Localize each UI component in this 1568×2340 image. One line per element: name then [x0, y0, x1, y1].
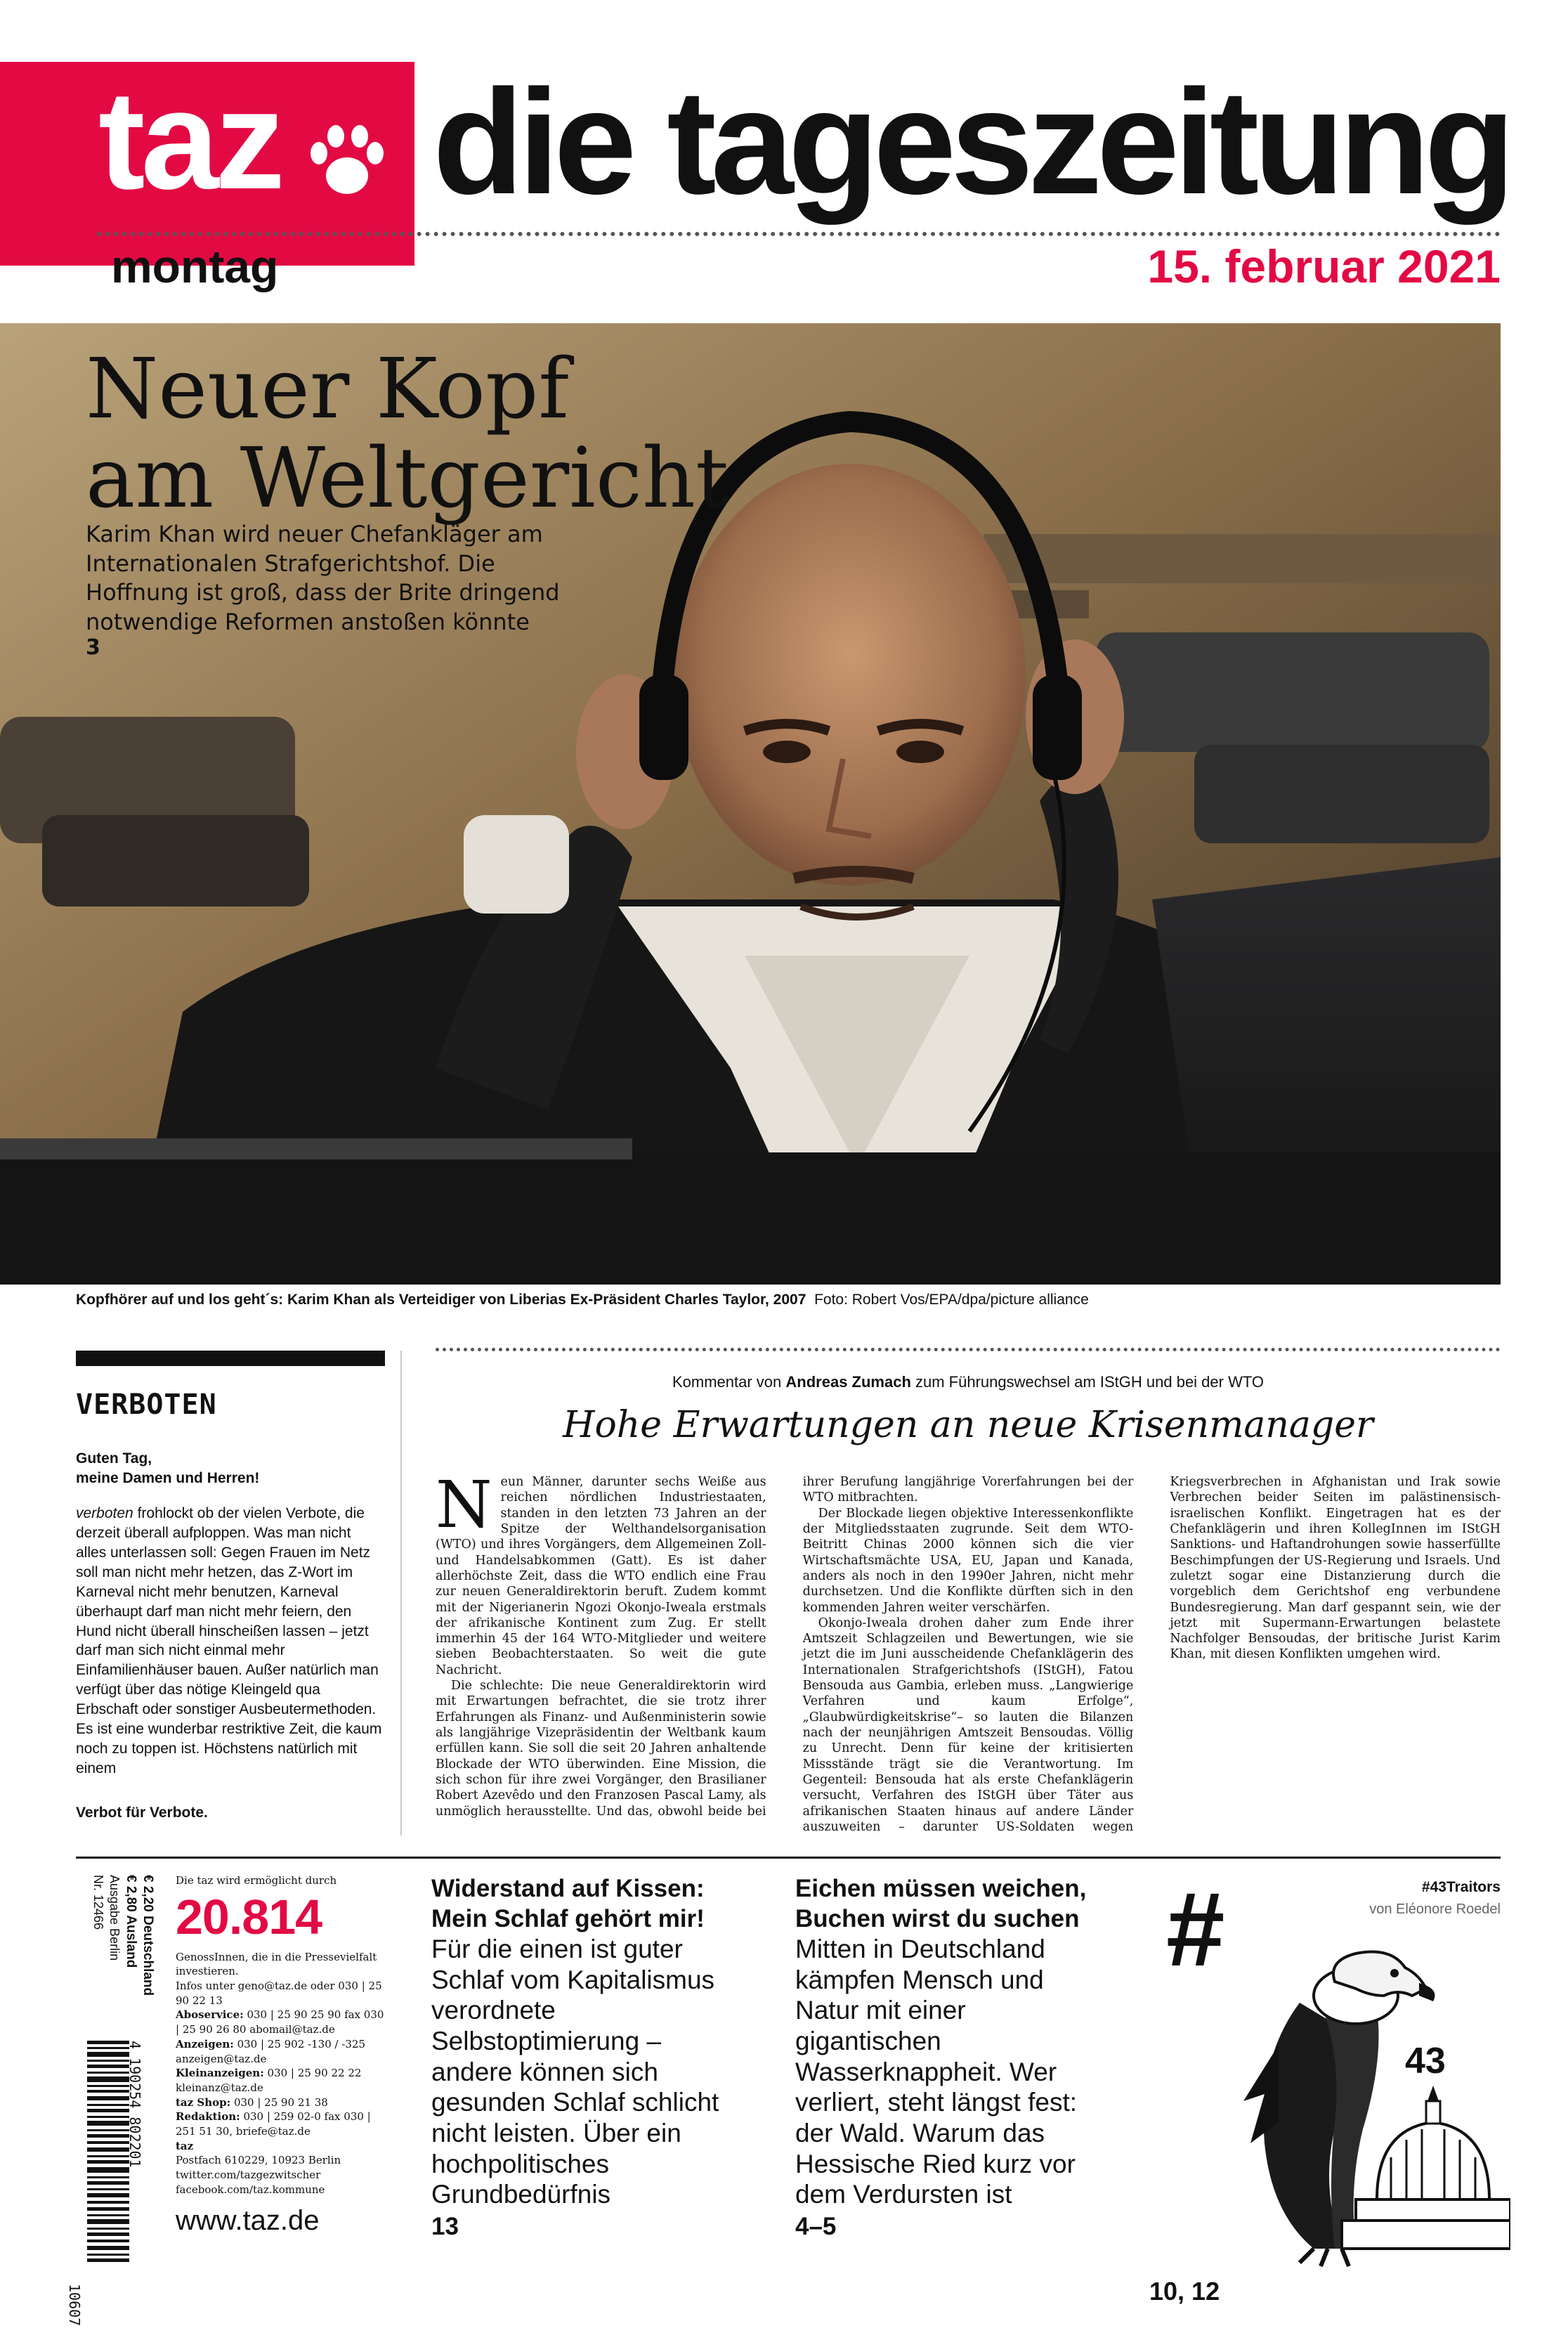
weekday: montag [111, 240, 279, 292]
illustration-author: von Eléonore Roedel [1369, 1902, 1501, 1917]
website-link[interactable]: www.taz.de [176, 2205, 320, 2237]
masthead-divider [97, 232, 1501, 236]
aboservice-label: Aboservice: [176, 2008, 244, 2022]
kicker-prefix: Kommentar von [672, 1373, 786, 1391]
genossen-count: 20.814 [176, 1889, 322, 1944]
shop-contact: 030 | 25 90 21 38 [233, 2095, 328, 2109]
verboten-lead-word: verboten [76, 1505, 133, 1521]
teaser-body: Mitten in Deutschland kämpfen Mensch und Natur mit einer gigantischen Wasserknappheit. Wer verliert, steht längst fest: der Wald. Warum das Hessische Ried kurz vor dem Verdursten ist [795, 1935, 1078, 2209]
address-line [176, 2139, 386, 2197]
redaktion-label: Redaktion: [176, 2110, 240, 2124]
redaktion-line [176, 2110, 386, 2138]
verboten-greeting-line-1: Guten Tag, [76, 1450, 152, 1467]
taz-logo-text: taz [98, 62, 281, 219]
paw-icon [303, 121, 388, 205]
edition-number: Nr. 12466 [91, 1875, 106, 1930]
commentary-body [436, 1467, 1501, 1840]
genossen-intro: Die taz wird ermöglicht durch [176, 1874, 337, 1887]
anzeigen-line [176, 2037, 386, 2066]
teaser-body: Für die einen ist guter Schlaf vom Kapitalismus verordnete Selbstoptimierung – andere können sich gesunden Schlaf schlicht nicht leisten. Über ein hochpolitisches Grundbedürfnis [431, 1935, 719, 2209]
verboten-text: frohlockt ob der vielen Verbote, die derzeit überall aufploppen. Was man nicht alles unterlassen soll: Gegen Frauen im Netz soll man nicht mehr hetzen, das Z-Wort im Karneval nicht mehr benutzen, Karneval überhaupt darf man nicht mehr feiern, den Hund nicht überall hinscheißen lassen – jetzt darf man sich nicht einmal mehr Einfamilienhäuser bauen. Außer natürlich man verfügt über das nötige Kleingeld qua Erbschaft oder sonstiger Ausbeutermethoden. Es ist eine wunderbar restriktive Zeit, die kaum noch zu toppen ist. Höchstens natürlich mit einem [76, 1505, 382, 1776]
kleinanzeigen-label: Kleinanzeigen: [176, 2067, 264, 2080]
issue-code: 10607 [66, 2284, 83, 2327]
verboten-greeting [76, 1449, 385, 1489]
hashtag-icon: # [1166, 1870, 1225, 1988]
anzeigen-contact: 030 | 25 902 -130 / -325 anzeigen@taz.de [176, 2037, 366, 2065]
commentary-paragraph: Neun Männer, darunter sechs Weiße aus reichen nördlichen Industriestaaten, standen in den letzten 73 Jahren an der Spitze der Welthandelsorganisation (WTO) und ihres Vorgängers, dem Allgemeinen Zoll- und Handelsabkommen (Gatt). Es ist daher allerhöchste Zeit, dass die WTO endlich eine Frau zur neuen Generaldirektorin beruft. Zudem kommt mit der Nigerianerin Ngozi Okonjo-Iweala erstmals der afrikanische Kontinent zum Zug. Er stellt immerhin 45 der 164 WTO-Mitglieder und weitere sieben Beobachterstaaten. So weit die gute Nachricht. [436, 1467, 766, 1677]
illustration-title: #43Traitors [1421, 1879, 1501, 1895]
illustration-number: 43 [1405, 2041, 1446, 2081]
anzeigen-label: Anzeigen: [176, 2037, 234, 2050]
photo-credit: Foto: Robert Vos/EPA/dpa/picture alliance [814, 1292, 1089, 1308]
caption-text: Kopfhörer auf und los geht´s: Karim Khan als Verteidiger von Liberias Ex-Präsident Charles Taylor, 2007 [76, 1292, 806, 1308]
commentary-paragraph: Okonjo-Iweala drohen daher zum Ende ihrer Amtszeit Schlagzeilen und Bewertungen, wie sie jetzt die im Juni ausscheidende Chefanklägerin des Internationalen Strafgerichtshofs (IStGH), Fatou Bensouda aus Gambia, erleben muss. „Langwierige Verfahren und kaum Erfolge“, „Glaubwürdigkeitskrise“– so lauten die Bilanzen nach der neunjährigen Amtszeit Bensoudas. Völlig zu Unrecht. Denn für keine der kritisierten Missstände trägt sie die Verantwortung. Im Gegenteil: Bensouda hat als erste Chefanklägerin versucht, Verfahren des IStGH über Täter aus afrikanischen Staaten hinaus auf andere Länder auszuweiten – darunter US-Soldaten wegen Kriegsverbrechen in Afghanistan und Irak sowie Verbrechen beider Seiten im palästinensisch-israelischen Konflikt. Eingetragen hat es der Chefanklägerin und ihren KollegInnen im IStGH Sanktions- und Haftandrohungen sowie hasserfüllte Beschimpfungen der US-Regierung und Israels. Und zuletzt sogar eine Distanzierung durch die vorgeblich dem Gerichtshof eng verbundene Bundesregierung. Man darf gespannt sein, wie der jetzt mit Supermann-Erwartungen belastete Nachfolger Bensoudas, der britische Jurist Karim Khan, mit diesen Konflikten umgehen wird. [802, 1475, 1501, 1834]
commentary-kicker [436, 1373, 1501, 1391]
commentary-divider [436, 1348, 1501, 1351]
barcode-number: 4 190254 802201 [126, 2041, 143, 2168]
teaser-forest[interactable] [795, 1873, 1104, 2241]
footer-divider [76, 1857, 1501, 1859]
lead-headline-line-1: Neuer Kopf [86, 340, 570, 437]
edition-name: Ausgabe Berlin [107, 1875, 122, 1961]
edition-info [91, 1875, 122, 1961]
genossen-text: GenossInnen, die in die Pressevielfalt investieren. [176, 1950, 377, 1978]
publisher-info [176, 1873, 386, 2237]
teaser-page-ref[interactable]: 4–5 [795, 2213, 837, 2240]
lead-deck: Karim Khan wird neuer Chefankläger am Internationalen Strafgerichtshof. Die Hoffnung ist groß, dass der Brite dringend notwendige Reformen anstoßen könnte [86, 521, 560, 635]
commentary-paragraph: Die schlechte: Die neue Generaldirektorin wird mit Erwartungen befrachtet, die sie trotz ihrer Erfahrungen als Finanz- und Außenministerin sowie als langjährige Vizepräsidentin der Weltbank kaum erfüllen kann. Sie soll die seit 20 Jahren anhaltende Blockade der WTO überwinden. Eine Mission, die sich schon für ihre zwei Vorgänger, den Brasilianer Robert Azevêdo und den Franzosen Pascal Lamy, als unmöglich herausstellte. Und das, obwohl beide bei ihrer Berufung langjährige Vorerfahrungen bei der WTO mitbrachten. [436, 1475, 1134, 1819]
lead-page-ref[interactable]: 3 [86, 635, 100, 660]
aboservice-contact: 030 | 25 90 25 90 fax 030 | 25 90 26 80 abomail@taz.de [176, 2008, 384, 2036]
kleinanzeigen-line [176, 2066, 386, 2095]
teaser-sleep[interactable] [431, 1873, 740, 2241]
column-divider [400, 1351, 402, 1835]
verboten-bar [76, 1351, 385, 1366]
commentary-author: Andreas Zumach [785, 1373, 911, 1391]
lead-headline-line-2: am Weltgericht [86, 429, 729, 527]
shop-label: taz Shop: [176, 2095, 231, 2109]
commentary-paragraph: Der Blockade liegen objektive Interessenkonflikte der Mitgliedsstaaten zugrunde. Seit dem WTO-Beitritt Chinas 2000 können sich die vier Wirtschaftsmächte USA, EU, Japan und Kanada, anders als noch in den 1990er Jahren, nicht mehr durchsetzen. Und die Konflikte dürften sich in den kommenden Jahren weiter verschärfen. [802, 1506, 1134, 1615]
verboten-body [76, 1504, 385, 1779]
price-germany: € 2,20 Deutschland [141, 1875, 155, 1996]
issue-date: 15. februar 2021 [1147, 240, 1501, 292]
kicker-suffix: zum Führungswechsel am IStGH und bei der WTO [910, 1373, 1265, 1391]
drop-cap: N [436, 1467, 492, 1542]
shop-line [176, 2095, 386, 2110]
verboten-title: VERBOTEN [76, 1389, 217, 1421]
kleinanzeigen-contact: 030 | 25 90 22 22 kleinanz@taz.de [176, 2067, 362, 2094]
genossen-infos: Infos unter geno@taz.de oder 030 | 25 90 22 13 [176, 1980, 382, 2007]
postal-address: Postfach 610229, 10923 Berlin twitter.com/tazgezwitscher facebook.com/taz.kommune [176, 2154, 341, 2196]
commentary-headline[interactable]: Hohe Erwartungen an neue Krisenmanager [563, 1404, 1373, 1446]
price-info [123, 1875, 157, 1996]
redaktion-contact: 030 | 259 02-0 fax 030 | 251 51 30, briefe@taz.de [176, 2110, 371, 2138]
aboservice-line [176, 2008, 386, 2036]
taz-label: taz [176, 2139, 194, 2152]
teaser-page-ref[interactable]: 13 [431, 2213, 459, 2240]
newspaper-title: die tageszeitung [433, 58, 1510, 225]
price-abroad: € 2,80 Ausland [124, 1875, 139, 1968]
verboten-greeting-line-2: meine Damen und Herren! [76, 1470, 260, 1487]
illustration-page-ref[interactable]: 10, 12 [1149, 2277, 1220, 2306]
verboten-punchline: Verbot für Verbote. [76, 1805, 208, 1821]
lead-headline [86, 340, 929, 527]
vulture-capitol-illustration[interactable] [1215, 1918, 1510, 2270]
teaser-kicker: Widerstand auf Kissen: Mein Schlaf gehört mir! [431, 1875, 705, 1933]
teaser-kicker: Eichen müssen weichen, Buchen wirst du suchen [795, 1875, 1087, 1933]
photo-caption [76, 1292, 1089, 1308]
